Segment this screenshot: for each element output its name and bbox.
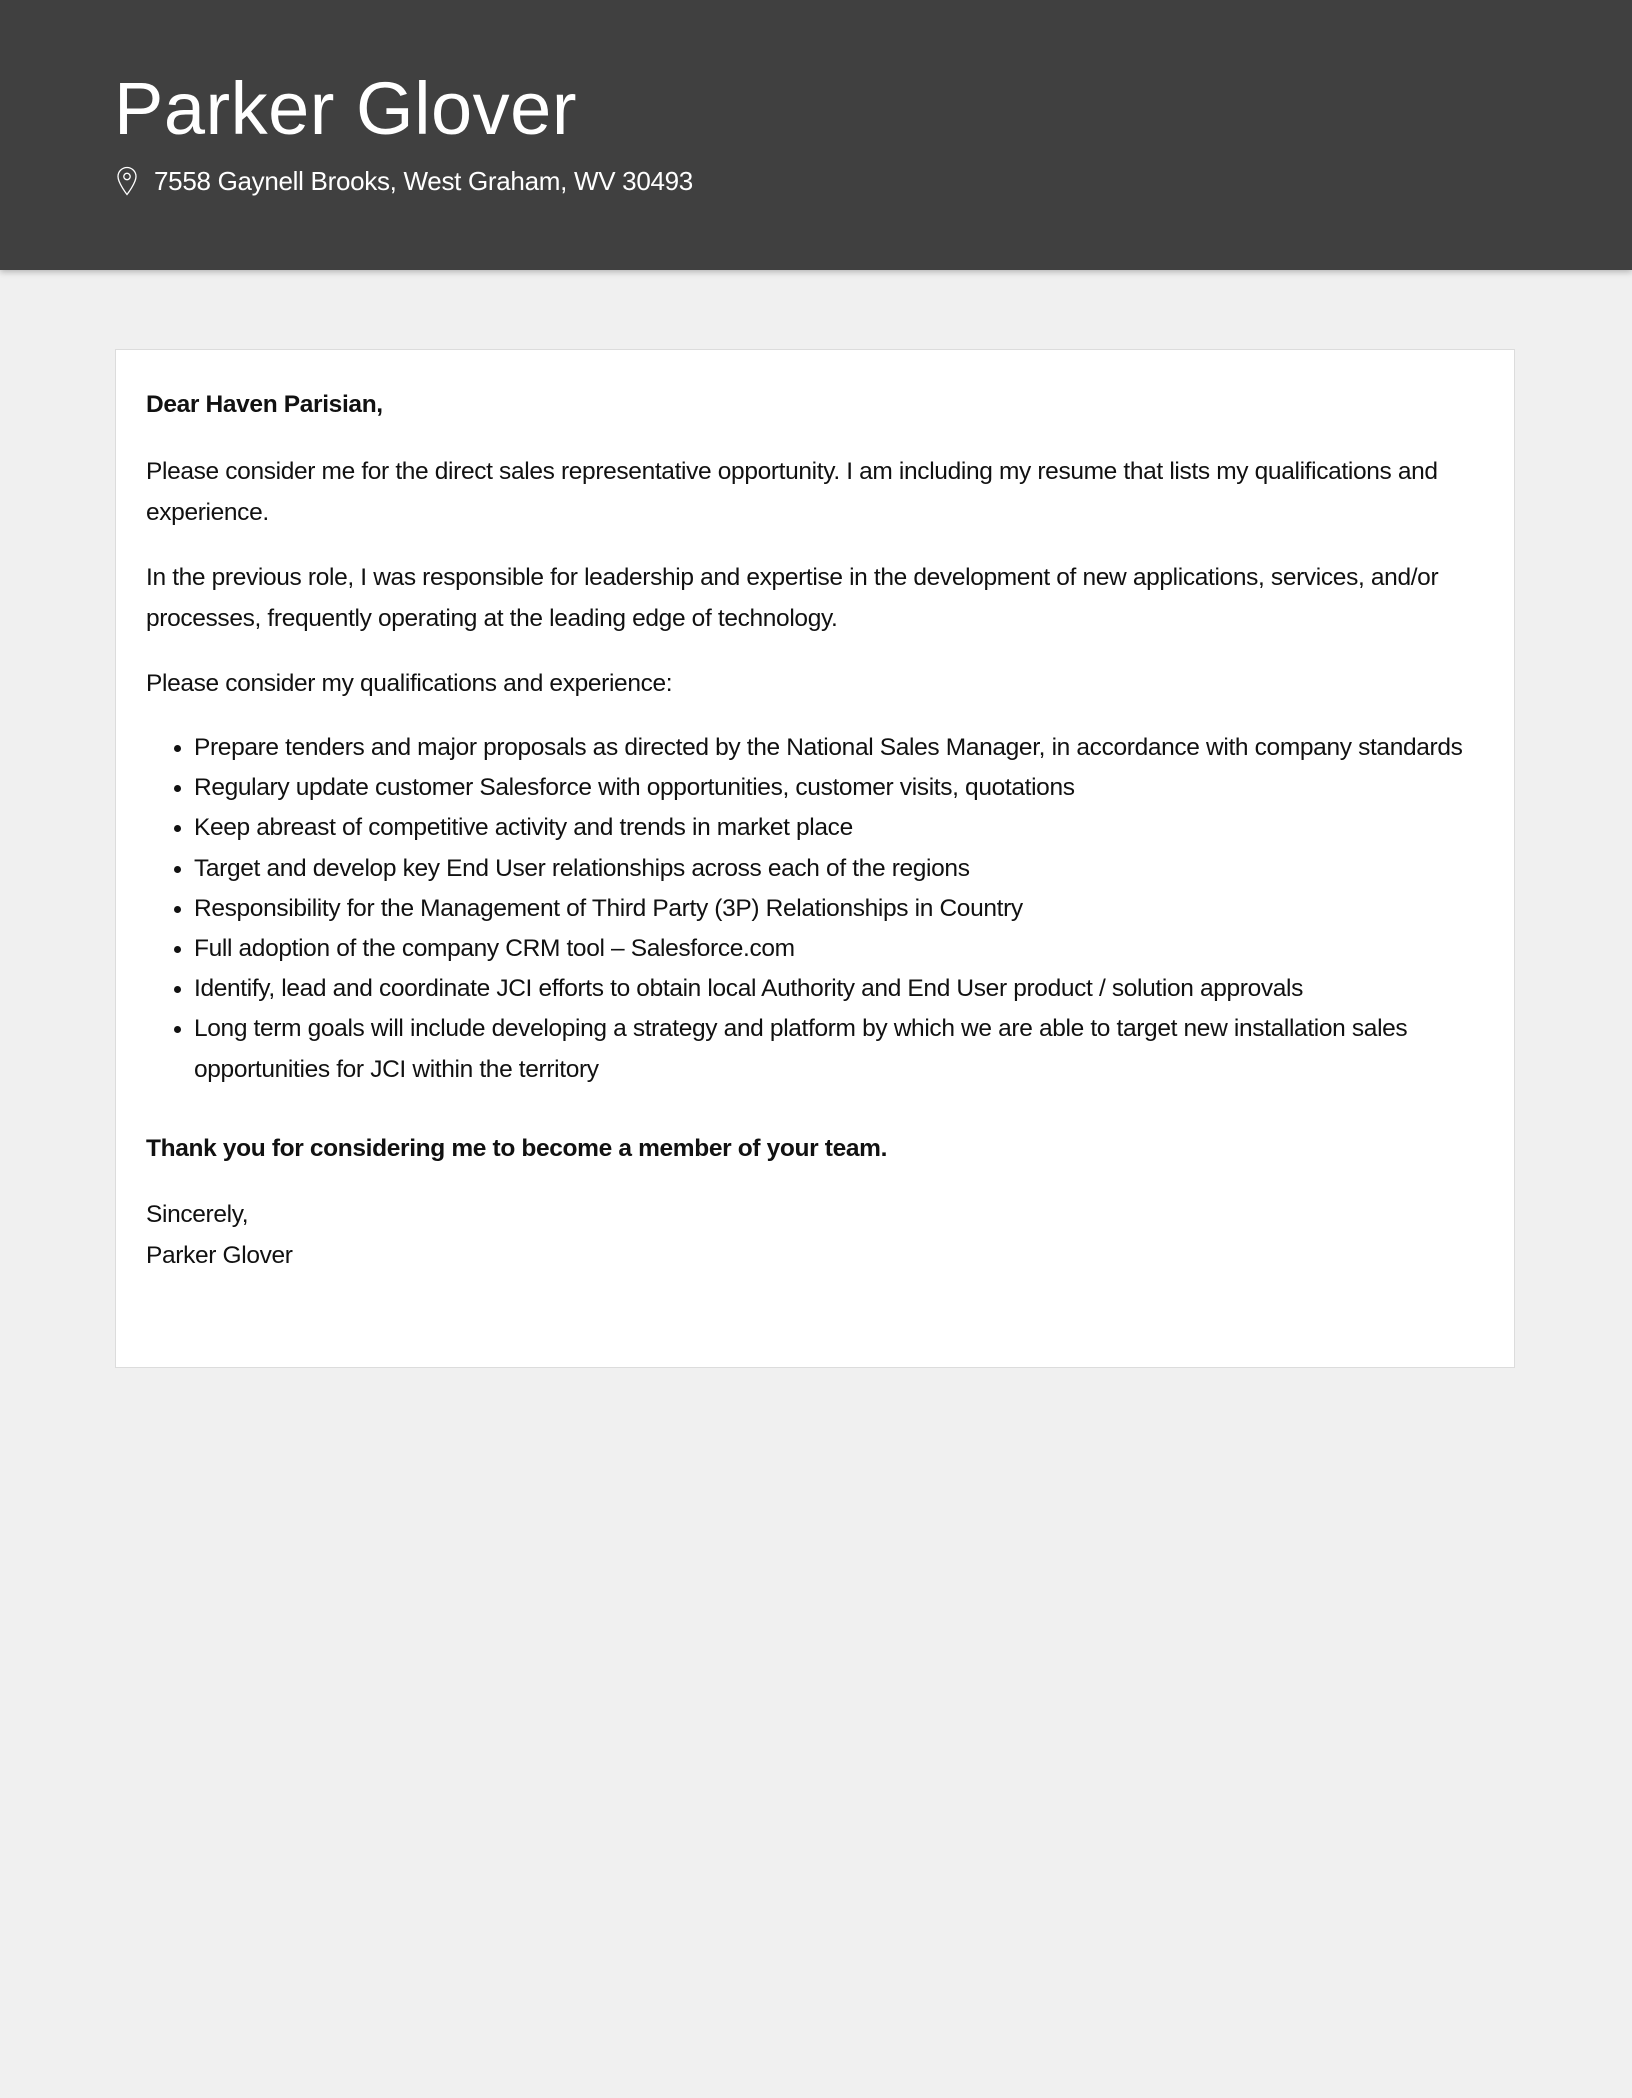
page-header xyxy=(0,0,1632,270)
list-item: • Keep abreast of competitive activity and trends in market place xyxy=(194,808,1484,848)
list-item: • Prepare tenders and major proposals as directed by the National Sales Manager, in accordance with company standards xyxy=(194,728,1484,768)
letter-closing: Sincerely, xyxy=(146,1200,249,1228)
cover-letter-card xyxy=(115,349,1515,1368)
list-item: • Identify, lead and coordinate JCI efforts to obtain local Authority and End User product / solution approvals xyxy=(194,969,1484,1009)
qualifications-list xyxy=(146,728,1484,1090)
list-item: • Target and develop key End User relationships across each of the regions xyxy=(194,849,1484,889)
list-item: • Full adoption of the company CRM tool – Salesforce.com xyxy=(194,929,1484,969)
address-text: 7558 Gaynell Brooks, West Graham, WV 30493 xyxy=(154,166,693,196)
letter-paragraph-experience: In the previous role, I was responsible for leadership and expertise in the development of new applications, services, and/or processes, frequently operating at the leading edge of technology. xyxy=(146,564,1439,632)
applicant-address xyxy=(116,164,693,198)
list-item: • Responsibility for the Management of Third Party (3P) Relationships in Country xyxy=(194,889,1484,929)
list-item: • Long term goals will include developing a strategy and platform by which we are able to target new installation sales opportunities for JCI within the territory xyxy=(194,1009,1484,1089)
letter-paragraph-intro: Please consider me for the direct sales representative opportunity. I am including my resume that lists my qualifications and experience. xyxy=(146,458,1438,526)
list-item: • Regulary update customer Salesforce with opportunities, customer visits, quotations xyxy=(194,768,1484,808)
map-pin-icon xyxy=(116,166,138,196)
letter-signature: Parker Glover xyxy=(146,1241,293,1269)
letter-paragraph-qualifications-intro: Please consider my qualifications and experience: xyxy=(146,670,673,697)
letter-greeting: Dear Haven Parisian, xyxy=(146,391,383,418)
applicant-name: Parker Glover xyxy=(114,67,577,150)
letter-thanks: Thank you for considering me to become a member of your team. xyxy=(146,1134,888,1162)
